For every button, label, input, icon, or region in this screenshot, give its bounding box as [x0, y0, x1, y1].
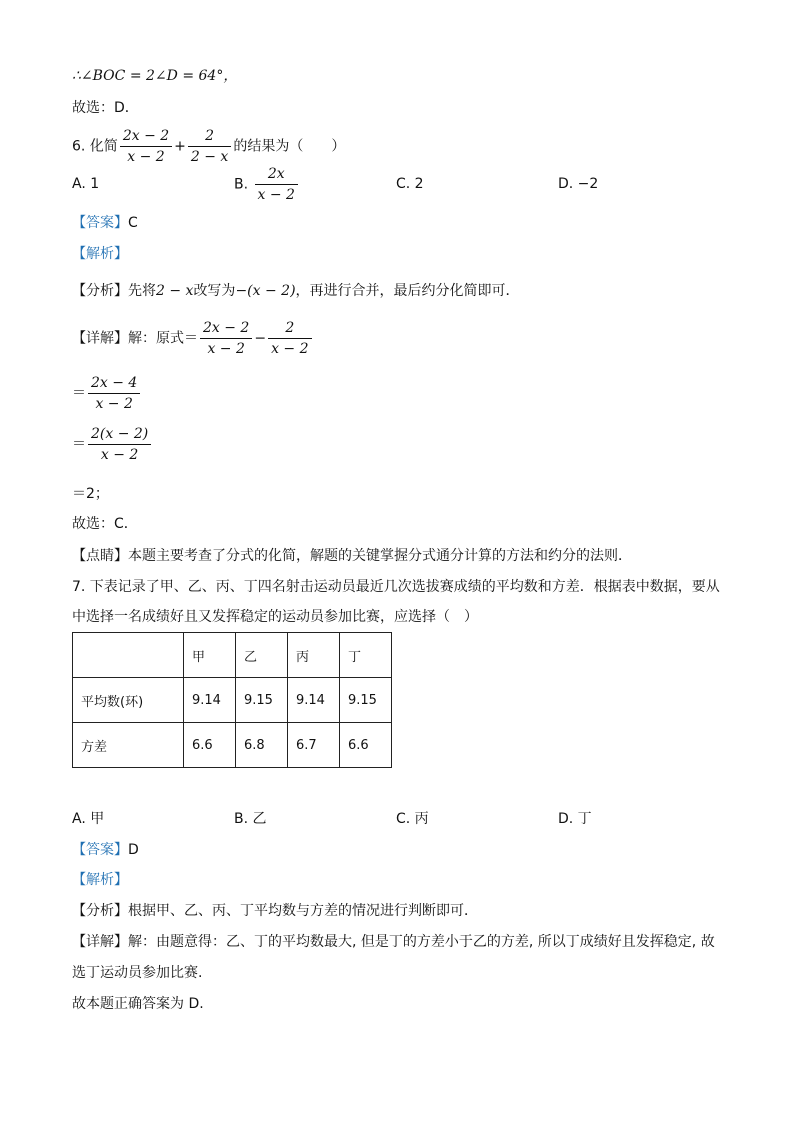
q6-step2-frac — [88, 375, 140, 412]
table-header-cell: 甲 — [184, 633, 236, 678]
q7-detail-line2: 选丁运动员参加比赛. — [72, 965, 203, 981]
q7-detail — [72, 932, 715, 952]
q7-detail-line1: 解：由题意得：乙、丁的平均数最大, 但是丁的方差小于乙的方差, 所以丁成绩好且发挥稳定, 故 — [128, 934, 715, 950]
q6-fenxi-expr1: 2 − x — [156, 283, 194, 299]
q6-step1-minus: − — [254, 330, 267, 347]
q7-analysis-tag: 【解析】 — [72, 872, 128, 888]
q7-fenxi-tag: 【分析】 — [72, 903, 128, 919]
table-cell: 方差 — [73, 723, 184, 768]
q6-stem — [72, 128, 345, 165]
q6-frac1-den: x − 2 — [127, 149, 165, 165]
table-cell: 6.8 — [236, 723, 288, 768]
table-cell: 6.6 — [340, 723, 392, 768]
q6-frac2-den: 2 − x — [190, 149, 229, 165]
q6-option-c: C. 2 — [396, 176, 424, 192]
q6-option-b-prefix: B. — [234, 176, 249, 193]
table-cell: 平均数(环) — [73, 678, 184, 723]
q6-analysis — [72, 244, 128, 264]
q6-answer-tag: 【答案】 — [72, 215, 128, 231]
q6-step1-den1: x − 2 — [207, 341, 245, 357]
q6-answer-value: C — [128, 215, 138, 231]
q6-analysis-tag: 【解析】 — [72, 246, 128, 262]
q6-step1-den2: x − 2 — [271, 341, 309, 357]
q6-option-b-num: 2x — [255, 166, 298, 185]
q7-option-b: B. 乙 — [234, 811, 267, 827]
q6-option-b-den: x − 2 — [257, 187, 295, 203]
q6-stem-prefix: 6. 化简 — [72, 138, 118, 155]
q6-comment — [72, 546, 632, 566]
q6-step3-num: 2(x − 2) — [88, 426, 151, 445]
q6-step3-eq: ＝ — [72, 436, 86, 453]
q6-step2-num: 2x − 4 — [88, 375, 140, 394]
prev-conclusion: ∴∠BOC = 2∠D = 64°， — [72, 68, 238, 84]
q6-choice: 故选：C． — [72, 516, 138, 532]
table-cell: 9.15 — [340, 678, 392, 723]
q6-answer — [72, 213, 138, 233]
table-header-row — [73, 633, 392, 678]
q7-stem-line1: 7. 下表记录了甲、乙、丙、丁四名射击运动员最近几次选拔赛成绩的平均数和方差．根据表中数据，要从 — [72, 579, 720, 595]
table-cell: 9.15 — [236, 678, 288, 723]
q7-stem-line2: 中选择一名成绩好且又发挥稳定的运动员参加比赛，应选择（ ） — [72, 609, 478, 625]
q7-option-d: D. 丁 — [558, 811, 592, 827]
q7-final: 故本题正确答案为 D. — [72, 996, 204, 1012]
q6-frac1-num: 2x − 2 — [120, 128, 172, 147]
prev-choice: 故选：D． — [72, 100, 139, 116]
q6-frac1 — [120, 128, 172, 165]
q6-step1-frac2 — [268, 320, 311, 357]
q6-step1-frac1 — [200, 320, 252, 357]
q6-step2 — [72, 375, 142, 412]
table-cell: 9.14 — [184, 678, 236, 723]
q6-detail-tag: 【详解】 — [72, 330, 128, 347]
q7-option-c: C. 丙 — [396, 811, 429, 827]
q6-option-b-frac — [255, 166, 298, 203]
table-header-cell — [73, 633, 184, 678]
q6-step1-num2: 2 — [268, 320, 311, 339]
table-cell: 6.7 — [288, 723, 340, 768]
q6-fenxi-text2: 改写为 — [193, 283, 236, 299]
q6-detail — [72, 320, 314, 357]
q6-comment-text: 本题主要考查了分式的化简，解题的关键掌握分式通分计算的方法和约分的法则． — [128, 548, 632, 564]
q6-fenxi-expr2: −(x − 2) — [235, 283, 296, 299]
q6-step2-den: x − 2 — [95, 396, 133, 412]
q6-step3 — [72, 426, 153, 463]
q6-step3-den: x − 2 — [100, 447, 139, 463]
q6-frac2 — [188, 128, 231, 165]
q7-analysis — [72, 870, 128, 890]
q7-table — [72, 632, 392, 768]
q7-answer-value: D — [128, 842, 139, 858]
q6-step1-num1: 2x − 2 — [200, 320, 252, 339]
table-row — [73, 678, 392, 723]
q6-plus: + — [174, 138, 186, 155]
q6-detail-text: 解：原式＝ — [128, 330, 198, 347]
q6-step2-eq: ＝ — [72, 385, 86, 402]
table-header-cell: 丙 — [288, 633, 340, 678]
q6-option-a: A. 1 — [72, 176, 100, 192]
table-header-cell: 乙 — [236, 633, 288, 678]
q7-fenxi-text: 根据甲、乙、丙、丁平均数与方差的情况进行判断即可． — [128, 903, 478, 919]
q7-answer — [72, 840, 139, 860]
q6-fenxi-tag: 【分析】 — [72, 283, 128, 299]
q6-fenxi — [72, 281, 520, 301]
q6-fenxi-text3: ，再进行合并，最后约分化简即可． — [295, 283, 520, 299]
q6-fenxi-text1: 先将 — [128, 283, 156, 299]
table-row — [73, 723, 392, 768]
table-header-cell: 丁 — [340, 633, 392, 678]
q6-frac2-num: 2 — [188, 128, 231, 147]
table-cell: 9.14 — [288, 678, 340, 723]
q7-option-a: A. 甲 — [72, 811, 105, 827]
q6-step4: ＝2； — [72, 486, 109, 502]
q6-option-b — [234, 166, 300, 203]
q7-answer-tag: 【答案】 — [72, 842, 128, 858]
q6-comment-tag: 【点睛】 — [72, 548, 128, 564]
q6-stem-suffix: 的结果为（ ） — [233, 138, 346, 155]
q6-option-d: D. −2 — [558, 176, 599, 192]
q7-detail-tag: 【详解】 — [72, 934, 128, 950]
table-cell: 6.6 — [184, 723, 236, 768]
q6-step3-frac — [88, 426, 151, 463]
q7-fenxi — [72, 901, 478, 921]
